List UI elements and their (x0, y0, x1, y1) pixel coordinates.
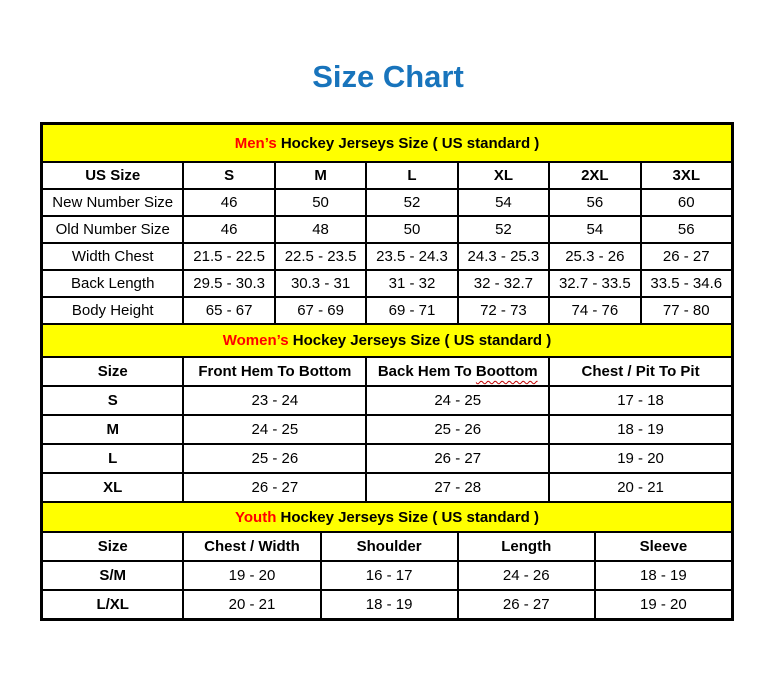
table-row (42, 189, 732, 216)
size-value-cell: 25 - 26 (183, 444, 366, 473)
size-value-cell: 26 - 27 (458, 590, 595, 619)
size-value-cell: 24 - 25 (183, 415, 366, 444)
column-header: Chest / Pit To Pit (549, 357, 732, 386)
column-header-text: Back Hem To (377, 363, 476, 380)
row-label: New Number Size (42, 189, 183, 216)
row-label: Body Height (42, 297, 183, 324)
womens-header-row (42, 357, 732, 386)
table-row (42, 590, 732, 619)
table-row (42, 444, 732, 473)
size-value-cell: 16 - 17 (321, 561, 458, 590)
mens-banner-row (42, 124, 732, 162)
column-header: M (275, 162, 366, 189)
row-label: Back Length (42, 270, 183, 297)
table-row (42, 270, 732, 297)
size-value-cell: 18 - 19 (549, 415, 732, 444)
table-row (42, 216, 732, 243)
womens-banner-row (42, 324, 732, 357)
size-value-cell: 48 (275, 216, 366, 243)
column-header: 3XL (641, 162, 732, 189)
size-value-cell: 18 - 19 (595, 561, 732, 590)
column-header: XL (458, 162, 549, 189)
size-chart (40, 122, 734, 621)
size-value-cell: 52 (458, 216, 549, 243)
column-header: Front Hem To Bottom (183, 357, 366, 386)
size-value-cell: 72 - 73 (458, 297, 549, 324)
size-value-cell: 65 - 67 (183, 297, 274, 324)
size-value-cell: 17 - 18 (549, 386, 732, 415)
table-row (42, 473, 732, 502)
size-value-cell: 50 (366, 216, 457, 243)
size-value-cell: 31 - 32 (366, 270, 457, 297)
table-row (42, 243, 732, 270)
size-value-cell: 26 - 27 (183, 473, 366, 502)
size-value-cell: 54 (458, 189, 549, 216)
mens-header-row (42, 162, 732, 189)
size-value-cell: 18 - 19 (321, 590, 458, 619)
mens-banner (42, 124, 732, 162)
womens-size-table (41, 323, 733, 503)
row-label: L (42, 444, 183, 473)
size-value-cell: 25 - 26 (366, 415, 549, 444)
column-header: Sleeve (595, 532, 732, 561)
column-header: Length (458, 532, 595, 561)
column-header: Size (42, 532, 183, 561)
youth-banner (42, 502, 732, 532)
column-header: S (183, 162, 274, 189)
size-value-cell: 33.5 - 34.6 (641, 270, 732, 297)
column-header: US Size (42, 162, 183, 189)
size-value-cell: 29.5 - 30.3 (183, 270, 274, 297)
column-header (366, 357, 549, 386)
row-label: S/M (42, 561, 183, 590)
size-value-cell: 56 (549, 189, 640, 216)
size-value-cell: 19 - 20 (183, 561, 320, 590)
size-value-cell: 20 - 21 (549, 473, 732, 502)
size-value-cell: 46 (183, 189, 274, 216)
table-row (42, 561, 732, 590)
mens-size-table (41, 123, 733, 325)
row-label: XL (42, 473, 183, 502)
size-value-cell: 56 (641, 216, 732, 243)
size-value-cell: 30.3 - 31 (275, 270, 366, 297)
table-row (42, 415, 732, 444)
size-value-cell: 19 - 20 (549, 444, 732, 473)
banner-highlight: Youth (235, 508, 277, 526)
table-row (42, 386, 732, 415)
size-value-cell: 32.7 - 33.5 (549, 270, 640, 297)
size-value-cell: 25.3 - 26 (549, 243, 640, 270)
size-value-cell: 24.3 - 25.3 (458, 243, 549, 270)
column-header: Size (42, 357, 183, 386)
size-value-cell: 21.5 - 22.5 (183, 243, 274, 270)
table-row (42, 297, 732, 324)
size-value-cell: 23.5 - 24.3 (366, 243, 457, 270)
size-value-cell: 69 - 71 (366, 297, 457, 324)
youth-size-table (41, 501, 733, 620)
row-label: Width Chest (42, 243, 183, 270)
size-value-cell: 67 - 69 (275, 297, 366, 324)
size-value-cell: 74 - 76 (549, 297, 640, 324)
size-value-cell: 20 - 21 (183, 590, 320, 619)
size-value-cell: 60 (641, 189, 732, 216)
size-value-cell: 46 (183, 216, 274, 243)
banner-highlight: Men’s (234, 134, 277, 152)
size-value-cell: 24 - 25 (366, 386, 549, 415)
size-value-cell: 50 (275, 189, 366, 216)
column-header: Shoulder (321, 532, 458, 561)
banner-text: Hockey Jerseys Size ( US standard ) (288, 332, 552, 349)
misspelled-word: Boottom (475, 363, 538, 380)
column-header: L (366, 162, 457, 189)
size-value-cell: 27 - 28 (366, 473, 549, 502)
size-value-cell: 24 - 26 (458, 561, 595, 590)
row-label: S (42, 386, 183, 415)
size-value-cell: 19 - 20 (595, 590, 732, 619)
youth-header-row (42, 532, 732, 561)
row-label: M (42, 415, 183, 444)
size-value-cell: 32 - 32.7 (458, 270, 549, 297)
size-value-cell: 54 (549, 216, 640, 243)
row-label: Old Number Size (42, 216, 183, 243)
size-value-cell: 26 - 27 (641, 243, 732, 270)
size-value-cell: 77 - 80 (641, 297, 732, 324)
size-value-cell: 22.5 - 23.5 (275, 243, 366, 270)
size-value-cell: 23 - 24 (183, 386, 366, 415)
womens-banner (42, 324, 732, 357)
column-header: Chest / Width (183, 532, 320, 561)
page-title: Size Chart (312, 59, 464, 94)
youth-banner-row (42, 502, 732, 532)
size-value-cell: 52 (366, 189, 457, 216)
column-header: 2XL (549, 162, 640, 189)
banner-text: Hockey Jerseys Size ( US standard ) (276, 508, 539, 526)
banner-highlight: Women’s (222, 332, 289, 349)
size-value-cell: 26 - 27 (366, 444, 549, 473)
banner-text: Hockey Jerseys Size ( US standard ) (276, 134, 540, 152)
row-label: L/XL (42, 590, 183, 619)
